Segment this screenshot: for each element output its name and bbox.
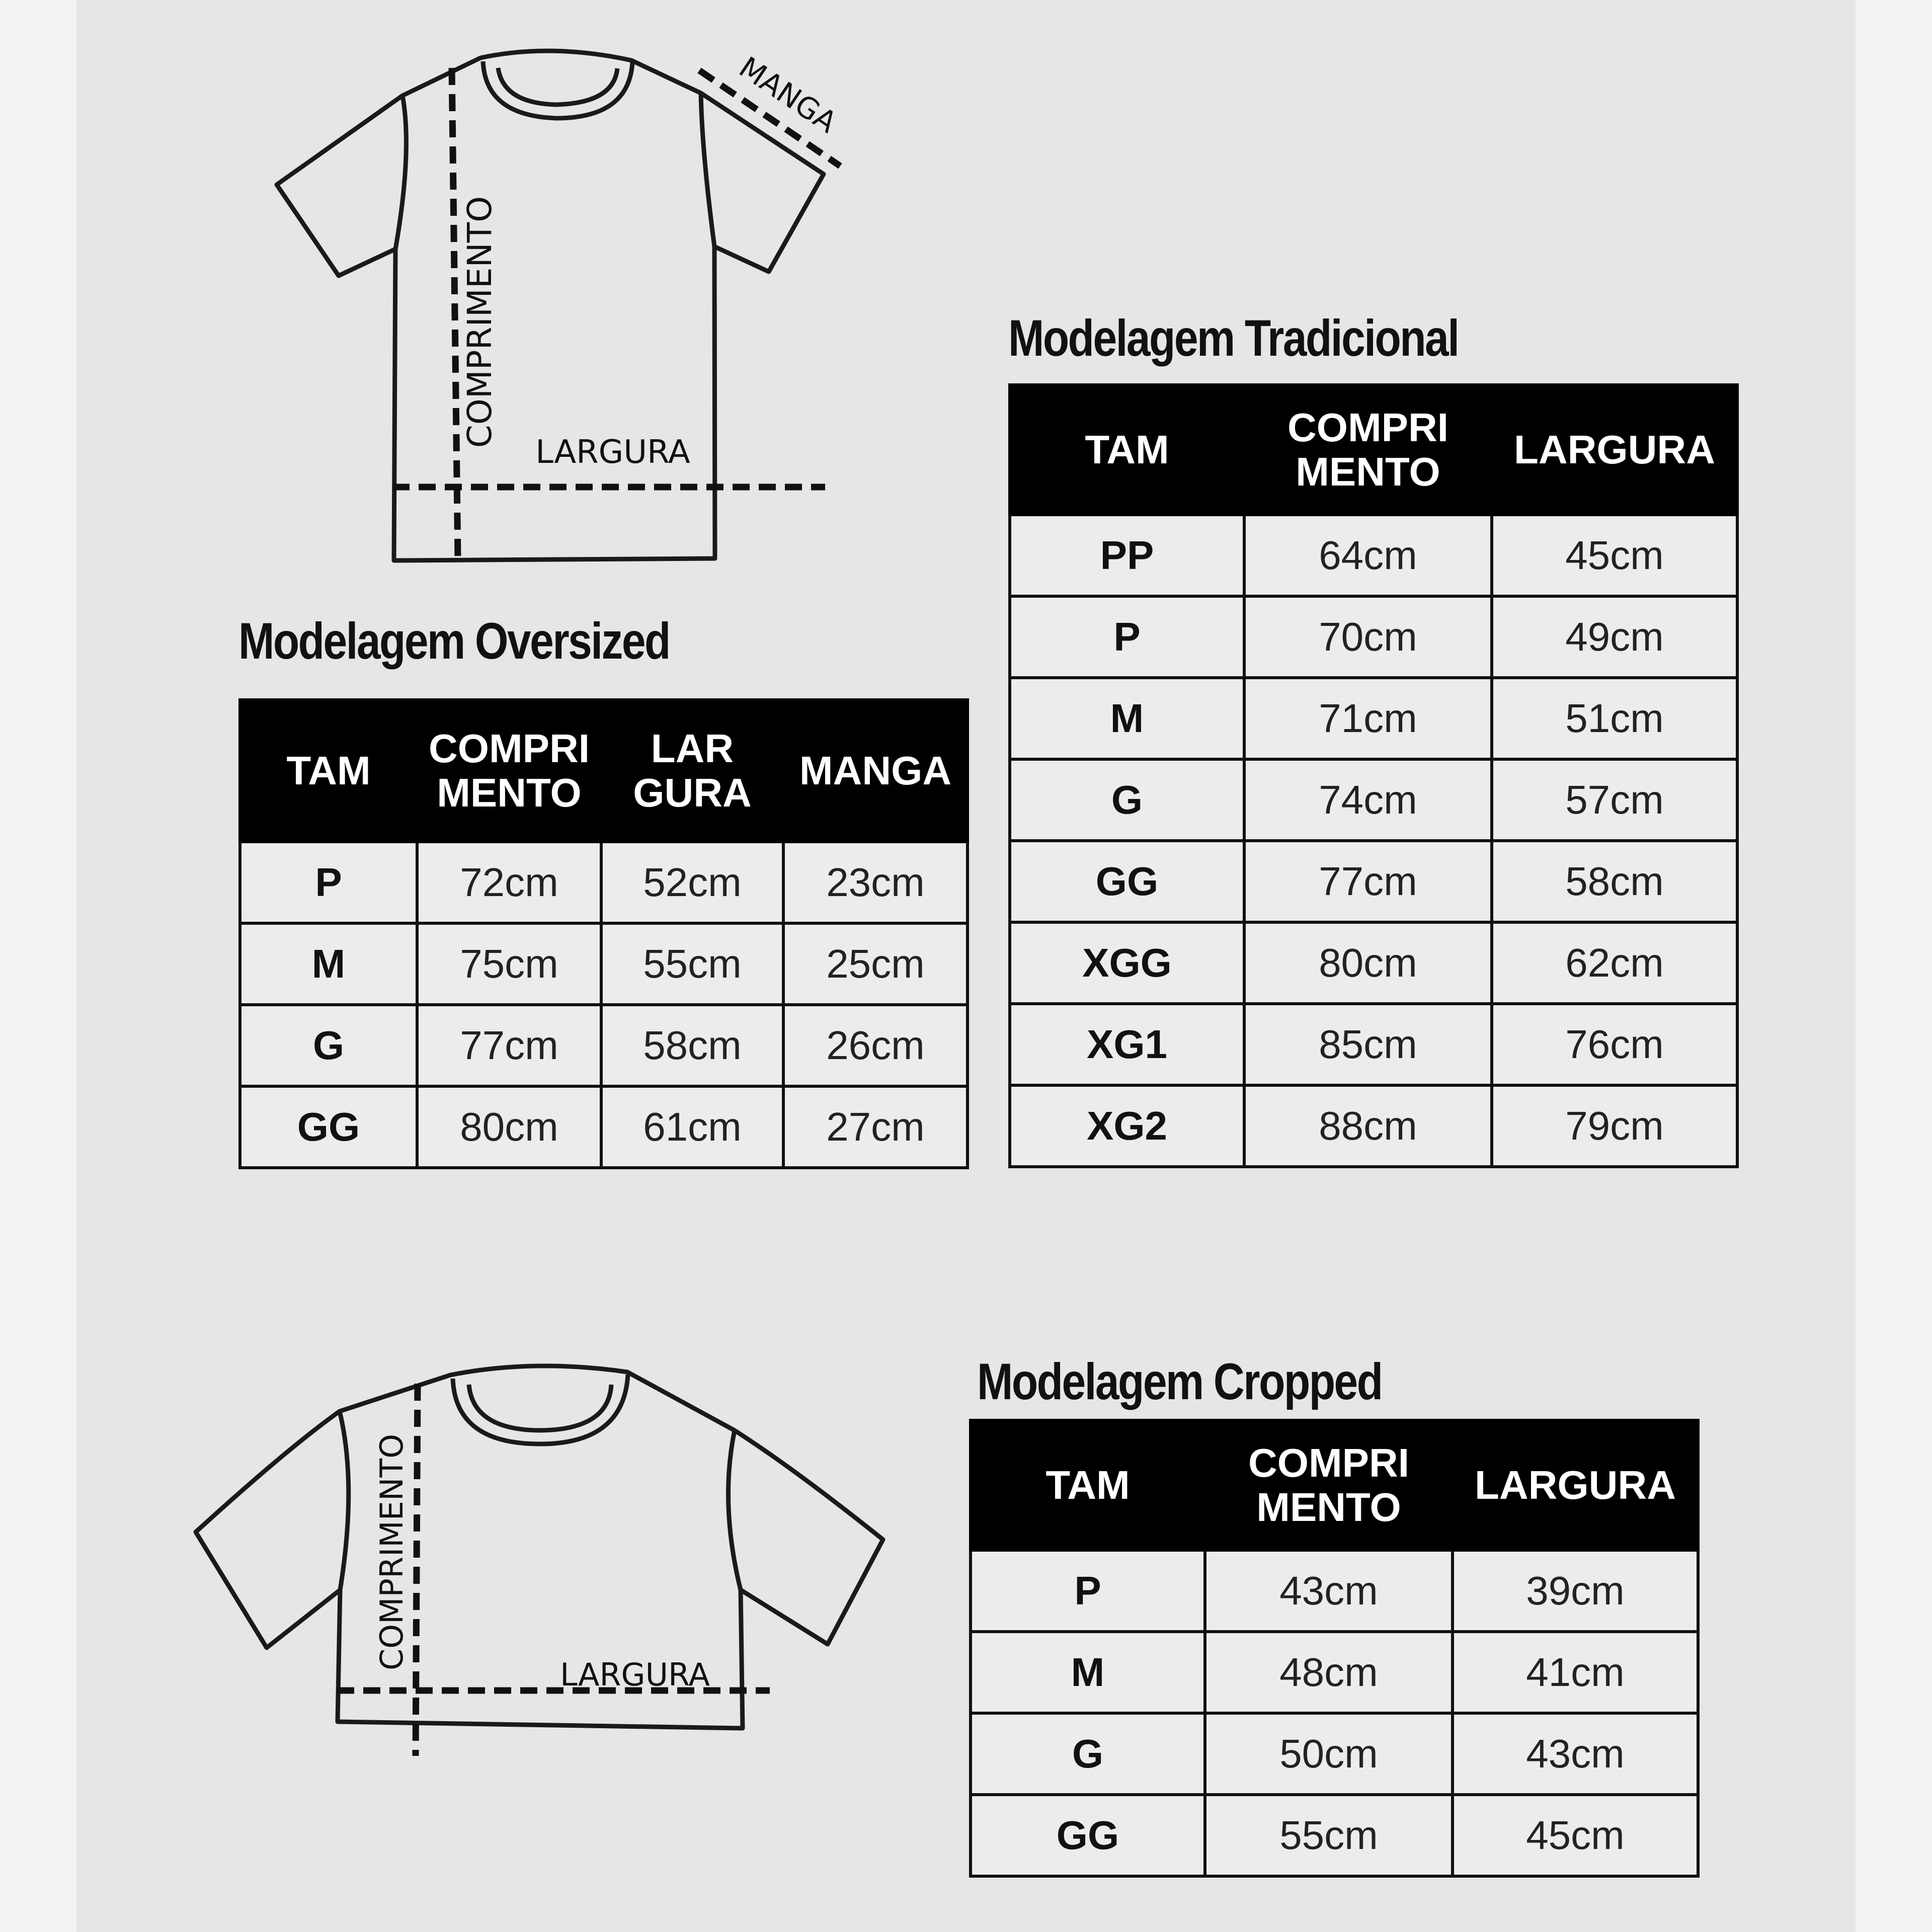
- col-header-tam: TAM: [1010, 385, 1244, 515]
- width-cell: 49cm: [1492, 596, 1737, 678]
- size-cell: XG1: [1010, 1004, 1244, 1085]
- size-cell: GG: [240, 1086, 417, 1168]
- length-cell: 80cm: [1244, 922, 1492, 1004]
- cropped-title: Modelagem Cropped: [977, 1353, 1382, 1410]
- length-label: COMPRIMENTO: [460, 196, 499, 448]
- table-row: [1010, 1085, 1737, 1167]
- length-cell: 88cm: [1244, 1085, 1492, 1167]
- cropped-shirt-outline-icon: [196, 1366, 883, 1728]
- width-cell: 76cm: [1492, 1004, 1737, 1085]
- length-cell: 71cm: [1244, 678, 1492, 759]
- size-cell: GG: [1010, 841, 1244, 922]
- width-cell: 45cm: [1453, 1795, 1698, 1876]
- size-cell: P: [971, 1550, 1205, 1632]
- table-row: [971, 1713, 1698, 1795]
- sleeve-cell: 26cm: [783, 1005, 968, 1086]
- width-cell: 79cm: [1492, 1085, 1737, 1167]
- table-row: [240, 842, 968, 923]
- length-cell: 80cm: [417, 1086, 601, 1168]
- width-cell: 62cm: [1492, 922, 1737, 1004]
- length-cell: 75cm: [417, 923, 601, 1005]
- size-cell: P: [240, 842, 417, 923]
- width-label: LARGURA: [535, 434, 690, 471]
- width-cell: 45cm: [1492, 515, 1737, 596]
- table-row: [1010, 1004, 1737, 1085]
- sleeve-cell: 25cm: [783, 923, 968, 1005]
- oversized-size-table: [238, 698, 969, 1169]
- table-row: [240, 923, 968, 1005]
- size-cell: M: [1010, 678, 1244, 759]
- size-cell: PP: [1010, 515, 1244, 596]
- tradicional-size-table: [1008, 383, 1739, 1168]
- length-cell: 72cm: [417, 842, 601, 923]
- length-cell: 48cm: [1205, 1632, 1453, 1713]
- table-row: [971, 1795, 1698, 1876]
- table-row: [1010, 596, 1737, 678]
- tshirt-measurement-diagram: [76, 0, 932, 584]
- table-row: [971, 1550, 1698, 1632]
- col-header-largura: LARGURA: [1453, 1420, 1698, 1550]
- length-cell: 64cm: [1244, 515, 1492, 596]
- length-cell: 77cm: [1244, 841, 1492, 922]
- col-header-tam: TAM: [971, 1420, 1205, 1550]
- col-header-manga: MANGA: [783, 700, 968, 842]
- table-row: [240, 1005, 968, 1086]
- col-header-comprimento: COMPRI MENTO: [417, 700, 601, 842]
- size-cell: G: [1010, 759, 1244, 841]
- sleeve-cell: 27cm: [783, 1086, 968, 1168]
- cropped-width-label: LARGURA: [560, 1656, 710, 1693]
- table-row: [1010, 922, 1737, 1004]
- col-header-largura: LAR GURA: [601, 700, 783, 842]
- sleeve-label: MANGA: [733, 50, 843, 140]
- table-row: [240, 1086, 968, 1168]
- width-cell: 57cm: [1492, 759, 1737, 841]
- length-cell: 85cm: [1244, 1004, 1492, 1085]
- col-header-largura: LARGURA: [1492, 385, 1737, 515]
- size-cell: GG: [971, 1795, 1205, 1876]
- width-cell: 52cm: [601, 842, 783, 923]
- table-row: [1010, 515, 1737, 596]
- table-row: [971, 1632, 1698, 1713]
- cropped-length-label: COMPRIMENTO: [373, 1433, 410, 1671]
- size-cell: G: [240, 1005, 417, 1086]
- table-row: [1010, 678, 1737, 759]
- width-cell: 43cm: [1453, 1713, 1698, 1795]
- size-chart-panel: [76, 0, 1856, 1932]
- length-cell: 77cm: [417, 1005, 601, 1086]
- table-row: [1010, 759, 1737, 841]
- length-cell: 55cm: [1205, 1795, 1453, 1876]
- sleeve-cell: 23cm: [783, 842, 968, 923]
- length-cell: 70cm: [1244, 596, 1492, 678]
- table-row: [1010, 841, 1737, 922]
- width-cell: 41cm: [1453, 1632, 1698, 1713]
- width-cell: 61cm: [601, 1086, 783, 1168]
- cropped-size-table: [969, 1419, 1700, 1878]
- cropped-measurement-diagram: [76, 1308, 932, 1761]
- length-cell: 50cm: [1205, 1713, 1453, 1795]
- oversized-title: Modelagem Oversized: [238, 612, 670, 670]
- size-cell: XG2: [1010, 1085, 1244, 1167]
- size-cell: XGG: [1010, 922, 1244, 1004]
- col-header-comprimento: COMPRI MENTO: [1244, 385, 1492, 515]
- width-cell: 58cm: [601, 1005, 783, 1086]
- size-cell: G: [971, 1713, 1205, 1795]
- length-cell: 74cm: [1244, 759, 1492, 841]
- width-cell: 58cm: [1492, 841, 1737, 922]
- size-cell: M: [971, 1632, 1205, 1713]
- size-cell: M: [240, 923, 417, 1005]
- col-header-tam: TAM: [240, 700, 417, 842]
- tradicional-title: Modelagem Tradicional: [1008, 309, 1459, 367]
- width-cell: 51cm: [1492, 678, 1737, 759]
- size-cell: P: [1010, 596, 1244, 678]
- col-header-comprimento: COMPRI MENTO: [1205, 1420, 1453, 1550]
- width-cell: 39cm: [1453, 1550, 1698, 1632]
- width-cell: 55cm: [601, 923, 783, 1005]
- length-cell: 43cm: [1205, 1550, 1453, 1632]
